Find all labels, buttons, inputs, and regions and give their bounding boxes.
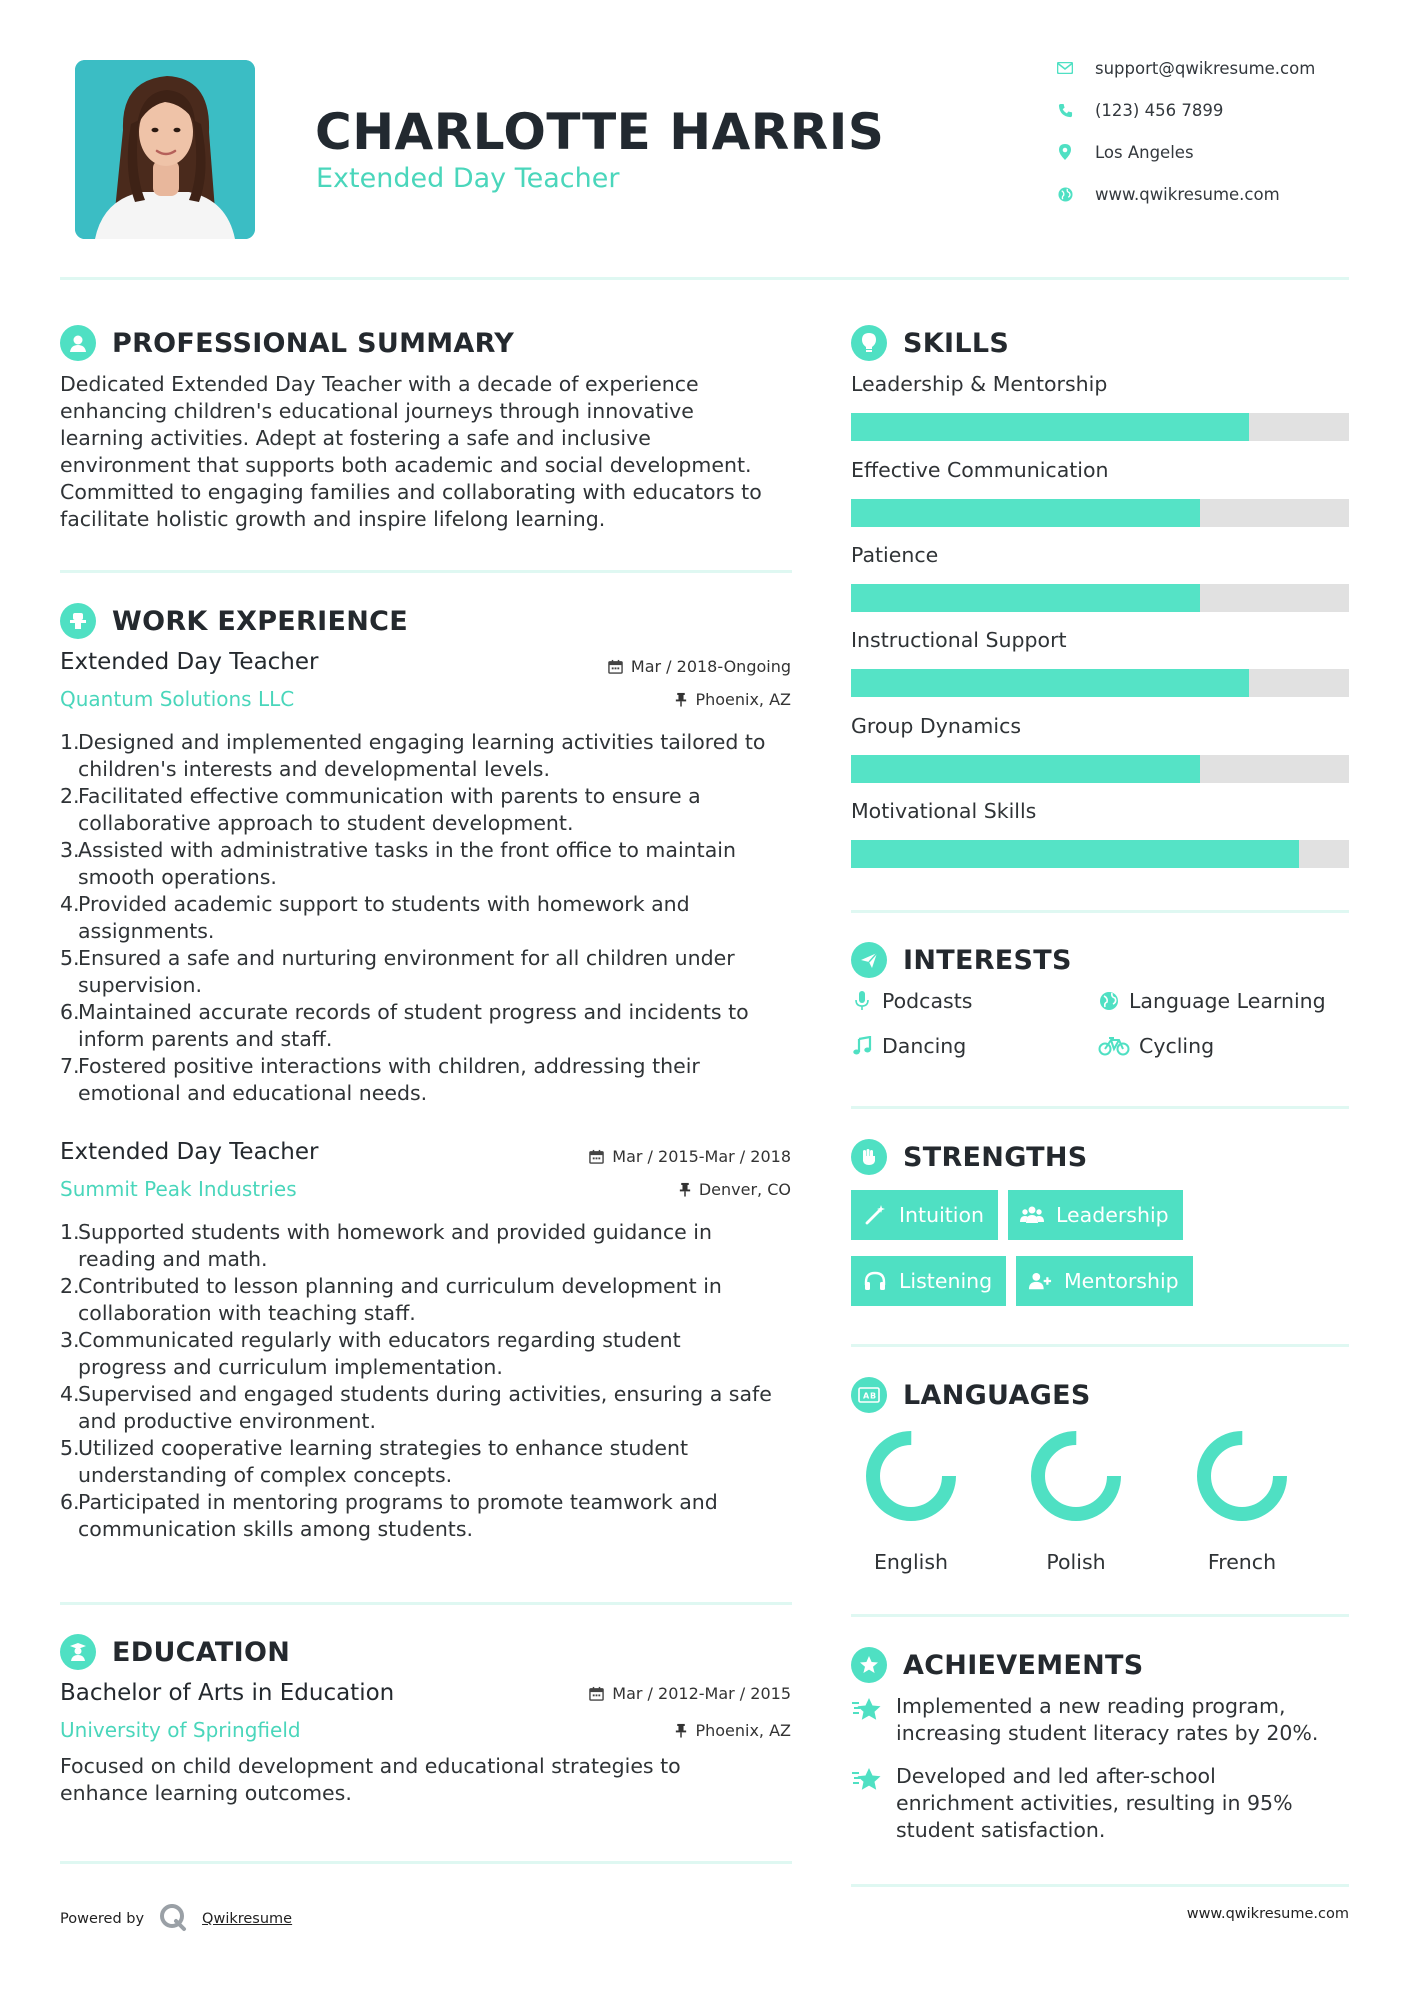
skills-divider [851,910,1349,913]
languages-heading: A B LANGUAGES [851,1377,1091,1413]
skill-bar [851,669,1349,697]
skill-bar [851,755,1349,783]
star-icon [851,1763,883,1795]
job-1-responsibilities [60,729,800,1107]
skills-heading: SKILLS [851,325,1009,361]
footer-website[interactable]: www.qwikresume.com [1186,1906,1349,1922]
paper-plane-icon [851,942,887,978]
skill-bar-fill [851,669,1249,697]
users-icon [1020,1204,1044,1226]
language-progress-ring [1016,1430,1136,1522]
list-item: 6. Maintained accurate records of student progress and incidents to inform parents and staff. [60,1000,749,1051]
skill-bar-fill [851,413,1249,441]
contact-website[interactable]: www.qwikresume.com [1055,184,1280,204]
list-item: 2. Contributed to lesson planning and curriculum development in collaboration with teaching staff. [60,1274,722,1325]
strength-tag-intuition: Intuition [851,1190,998,1240]
skill-bar [851,413,1349,441]
calendar-icon [589,1686,604,1701]
job-2-location: Denver, CO [679,1180,791,1199]
summary-heading: PROFESSIONAL SUMMARY [60,325,514,361]
headphones-icon [863,1270,887,1292]
qwikresume-logo-icon [158,1902,188,1936]
skill-item: Leadership & Mentorship [851,371,1349,441]
job-1-title: Extended Day Teacher [60,649,319,675]
list-item: 3. Communicated regularly with educators regarding student progress and curriculum implementation. [60,1328,681,1379]
skill-item: Group Dynamics [851,713,1349,783]
skill-bar-fill [851,499,1200,527]
music-note-icon [851,1035,873,1057]
skill-bar-fill [851,755,1200,783]
language-progress-ring [851,1430,971,1522]
star-badge-icon [851,1647,887,1683]
contact-phone[interactable]: (123) 456 7899 [1055,100,1223,120]
profile-photo [75,60,255,239]
candidate-name: CHARLOTTE HARRIS [315,103,885,161]
strength-tag-leadership: Leadership [1008,1190,1183,1240]
footer-powered-by: Powered by Qwikresume [60,1902,292,1936]
header-divider [60,277,1349,280]
email-icon [1055,58,1075,78]
skill-bar [851,584,1349,612]
work-heading: WORK EXPERIENCE [60,603,408,639]
svg-text:A: A [863,1391,870,1401]
education-school: University of Springfield [60,1718,301,1742]
list-item: 2. Facilitated effective communication with parents to ensure a collaborative approach to student development. [60,784,701,835]
strength-tag-listening: Listening [851,1256,1006,1306]
microphone-icon [851,990,873,1012]
candidate-title: Extended Day Teacher [316,163,620,194]
interest-cycling: Cycling [1098,1034,1214,1058]
job-2-title: Extended Day Teacher [60,1139,319,1165]
list-item: 5. Ensured a safe and nurturing environment for all children under supervision. [60,946,735,997]
achievements-heading: ACHIEVEMENTS [851,1647,1144,1683]
lightbulb-icon [851,325,887,361]
user-icon [60,325,96,361]
svg-text:B: B [870,1391,877,1401]
calendar-icon [608,659,623,674]
job-2-company: Summit Peak Industries [60,1177,297,1201]
work-divider [60,1602,792,1605]
summary-divider [60,570,792,573]
raised-fist-icon [851,1139,887,1175]
interests-heading: INTERESTS [851,942,1072,978]
phone-icon [1055,100,1075,120]
language-english: English [851,1430,971,1574]
skill-item: Effective Communication [851,457,1349,527]
education-location: Phoenix, AZ [675,1721,791,1740]
interest-language-learning: Language Learning [1098,989,1326,1013]
bicycle-icon [1098,1035,1130,1057]
list-item: 4. Provided academic support to students with homework and assignments. [60,892,690,943]
strength-tag-mentorship: Mentorship [1016,1256,1193,1306]
language-french: French [1182,1430,1302,1574]
language-progress-ring [1182,1430,1302,1522]
contact-location: Los Angeles [1055,142,1194,162]
job-2-date: Mar / 2015-Mar / 2018 [589,1147,791,1166]
list-item: 7. Fostered positive interactions with children, addressing their emotional and educational needs. [60,1054,700,1105]
magic-wand-icon [863,1204,887,1226]
skill-item: Motivational Skills [851,798,1349,868]
list-item: 5. Utilized cooperative learning strategies to enhance student understanding of complex concepts. [60,1436,689,1487]
pin-icon [675,1723,687,1738]
strengths-divider [851,1344,1349,1347]
list-item: 1. Supported students with homework and provided guidance in reading and math. [60,1220,712,1271]
skill-item: Patience [851,542,1349,612]
user-plus-icon [1028,1270,1052,1292]
language-polish: Polish [1016,1430,1136,1574]
pin-icon [675,692,687,707]
education-heading: EDUCATION [60,1634,290,1670]
language-card-icon [851,1377,887,1413]
briefcase-icon [60,603,96,639]
job-1-company: Quantum Solutions LLC [60,687,295,711]
education-description: Focused on child development and educational strategies to enhance learning outcomes. [60,1754,681,1805]
skill-bar-fill [851,584,1200,612]
skill-bar-fill [851,840,1299,868]
education-degree: Bachelor of Arts in Education [60,1680,395,1706]
location-icon [1055,142,1075,162]
interest-podcasts: Podcasts [851,989,972,1013]
education-divider [60,1861,792,1864]
interest-dancing: Dancing [851,1034,966,1058]
pin-icon [679,1182,691,1197]
contact-email[interactable]: support@qwikresume.com [1055,58,1315,78]
skill-bar [851,499,1349,527]
qwikresume-link[interactable]: Qwikresume [202,1911,293,1927]
job-1-location: Phoenix, AZ [675,690,791,709]
list-item: 4. Supervised and engaged students during activities, ensuring a safe and productive environment. [60,1382,772,1433]
education-date: Mar / 2012-Mar / 2015 [589,1684,791,1703]
skill-bar [851,840,1349,868]
languages-divider [851,1614,1349,1617]
job-2-responsibilities [60,1219,800,1543]
skill-item: Instructional Support [851,627,1349,697]
achievement-item: Implemented a new reading program, increasing student literacy rates by 20%. [851,1693,1318,1747]
achievement-item: Developed and led after-school enrichment activities, resulting in 95% student satisfaction. [851,1763,1293,1844]
list-item: 6. Participated in mentoring programs to promote teamwork and communication skills among students. [60,1490,718,1541]
summary-text: Dedicated Extended Day Teacher with a decade of experience enhancing children's educational journeys through innovative learning activities. Adept at fostering a safe and inclusive environment that supports both academic and social development. Committed to engaging families and collaborating with educators to facilitate holistic growth and inspire lifelong learning. [60,372,762,531]
globe-icon [1055,184,1075,204]
graduate-icon [60,1634,96,1670]
job-1-date: Mar / 2018-Ongoing [608,657,791,676]
interests-divider [851,1106,1349,1109]
calendar-icon [589,1149,604,1164]
star-icon [851,1693,883,1725]
achievements-divider [851,1884,1349,1887]
list-item: 1. Designed and implemented engaging learning activities tailored to children's interests and developmental levels. [60,730,766,781]
list-item: 3. Assisted with administrative tasks in the front office to maintain smooth operations. [60,838,736,889]
globe-icon [1098,990,1120,1012]
strengths-heading: STRENGTHS [851,1139,1088,1175]
